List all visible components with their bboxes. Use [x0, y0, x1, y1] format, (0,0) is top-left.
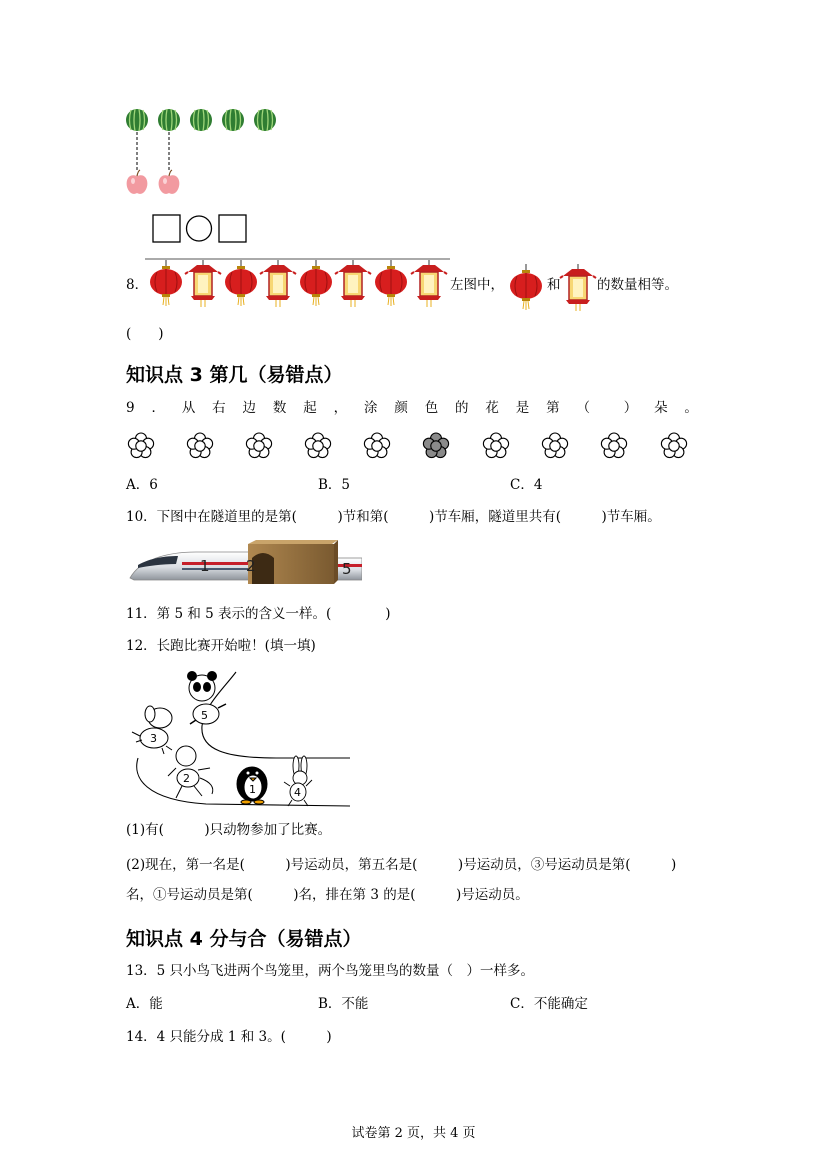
car-label: 1 [200, 557, 210, 575]
flower-icon [542, 433, 567, 458]
watermelon-icon [158, 109, 180, 131]
palace-lantern-icon [185, 260, 221, 307]
flower-icon [246, 433, 271, 458]
car-label: 5 [342, 560, 352, 578]
red-lantern-icon [150, 260, 182, 306]
animal-number: 5 [201, 709, 208, 722]
red-lantern-icon [375, 260, 407, 306]
q12-sub2-line1: (2)现在，第一名是( )号运动员，第五名是( )号运动员，③号运动员是第( ) [126, 857, 677, 873]
red-lantern-icon [506, 264, 546, 310]
palace-lantern-icon [558, 264, 598, 312]
q9-option-a[interactable]: A．6 [126, 477, 158, 493]
answer-box-left [153, 215, 180, 242]
q9-option-c[interactable]: C．4 [510, 477, 543, 493]
flower-icon [187, 433, 212, 458]
flower-icon [128, 433, 153, 458]
apple-icon [159, 170, 180, 194]
q8-answer-blank[interactable]: ( ) [126, 326, 164, 342]
red-lantern-icon [300, 260, 332, 306]
q13-option-b[interactable]: B．不能 [318, 996, 369, 1012]
lantern-row [145, 258, 450, 308]
watermelon-icon [222, 109, 244, 131]
flower-row [126, 430, 690, 462]
flower-icon [364, 433, 389, 458]
flower-icon [305, 433, 330, 458]
q10-question-text: 10．下图中在隧道里的是第( )节和第( )节车厢，隧道里共有( )节车厢。 [126, 509, 661, 525]
red-lantern-icon [225, 260, 257, 306]
q13-option-a[interactable]: A．能 [126, 996, 163, 1012]
apple-icon [127, 170, 148, 194]
q11-question-text: 11．第 5 和 5 表示的含义一样。( ) [126, 606, 391, 622]
q9-question-text: 9 ． 从 右 边 数 起 ， 涂 颜 色 的 花 是 第 （ ） 朵 。 [126, 400, 698, 416]
watermelon-icon [126, 109, 148, 131]
q8-text-mid: 和 [547, 277, 561, 293]
answer-box-right [219, 215, 246, 242]
page-footer: 试卷第 2 页，共 4 页 [351, 1126, 476, 1141]
palace-lantern-icon [411, 260, 447, 307]
q13-option-c[interactable]: C．不能确定 [510, 996, 588, 1012]
animal-number: 2 [183, 772, 190, 785]
palace-lantern-icon [260, 260, 296, 307]
train-tunnel-figure [126, 540, 362, 588]
section-heading: 知识点 4 分与合（易错点） [126, 928, 362, 950]
flower-icon [483, 433, 508, 458]
palace-lantern-icon [335, 260, 371, 307]
q12-question-text: 12．长跑比赛开始啦！(填一填) [126, 638, 316, 654]
flower-icon-filled [423, 433, 448, 458]
watermelon-icon [254, 109, 276, 131]
animal-number: 3 [150, 732, 157, 745]
car-label: 2 [246, 557, 256, 575]
watermelon-apple-figure [120, 104, 290, 199]
flower-icon [661, 433, 686, 458]
q8-text-suffix: 的数量相等。 [597, 277, 678, 293]
animal-number: 4 [294, 786, 301, 799]
animal-number: 1 [249, 783, 256, 796]
tunnel-icon [248, 540, 338, 584]
comparison-boxes[interactable] [152, 214, 248, 244]
section-heading: 知识点 3 第几（易错点） [126, 364, 343, 386]
monkey-icon [168, 746, 213, 798]
flower-icon [601, 433, 626, 458]
q9-option-b[interactable]: B．5 [318, 477, 351, 493]
dog-icon [132, 706, 172, 754]
q12-sub2-line2: 名，①号运动员是第( )名，排在第 3 的是( )号运动员。 [126, 887, 529, 903]
q8-number: 8． [126, 277, 149, 293]
answer-circle [187, 216, 212, 241]
q13-question-text: 13．5 只小鸟飞进两个鸟笼里，两个鸟笼里鸟的数量（ ）一样多。 [126, 963, 535, 979]
watermelon-icon [190, 109, 212, 131]
race-track-figure [126, 666, 352, 811]
q14-question-text: 14．4 只能分成 1 和 3。( ) [126, 1029, 332, 1045]
q12-sub1: (1)有( )只动物参加了比赛。 [126, 822, 332, 838]
q8-text-prefix: 左图中， [450, 277, 504, 293]
